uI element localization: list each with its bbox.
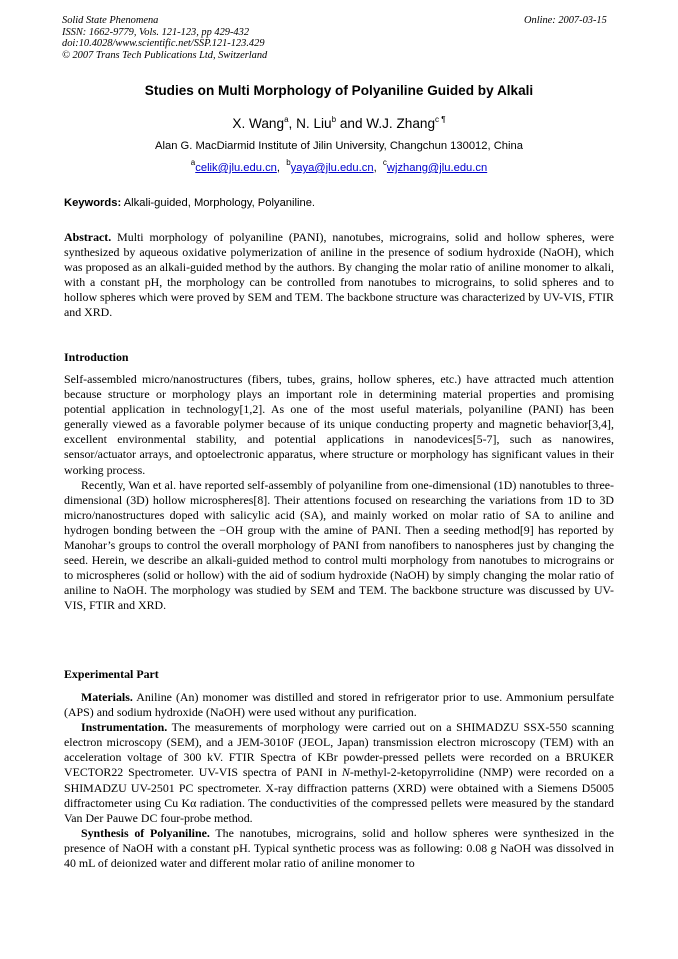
keywords-text: Alkali-guided, Morphology, Polyaniline. xyxy=(121,197,316,209)
abstract-block xyxy=(64,230,614,321)
instrumentation-label: Instrumentation. xyxy=(81,720,168,735)
author-wang-sup: a xyxy=(284,115,289,124)
keywords-label: Keywords: xyxy=(64,197,122,209)
author-wang: X. Wang xyxy=(232,116,285,131)
synthesis-paragraph xyxy=(64,826,614,871)
materials-label: Materials. xyxy=(81,690,133,704)
materials-text: Aniline (An) monomer was distilled and stored in refrigerator prior to use. Ammonium persulfate (APS) and sodium hydroxide (NaOH) were used without any purification. xyxy=(64,690,614,720)
abstract-text: Multi morphology of polyaniline (PANI), nanotubes, micrograins, solid and hollow spheres, were synthesized by aqueous oxidative polymerization of aniline in the presence of sodium hydroxide (NaOH), which was proposed as an alkali-guided method by the authors. By changing the molar ratio of aniline monomer to alkali, with a constant pH, the morphology can be controlled from nanotubes to micrograins, to solid spheres and to hollow spheres which were proved by SEM and TEM. The backbone structure was characterized by UV-VIS, FTIR and XRD. xyxy=(64,230,614,320)
author-liu: N. Liu xyxy=(296,116,332,131)
author-line xyxy=(0,116,678,131)
author-zhang: W.J. Zhang xyxy=(366,116,436,131)
email-sup: b xyxy=(286,158,291,167)
journal-name: Solid State Phenomena xyxy=(62,15,159,26)
email-link-liu[interactable]: yaya@jlu.edu.cn xyxy=(290,162,374,174)
introduction-heading: Introduction xyxy=(64,350,129,364)
synthesis-text: The nanotubes, micrograins, solid and hollow spheres were synthesized in the presence of NaOH with a constant pH. Typical synthetic process was as following: 0.08 g NaOH was dissolved in 40 mL of deionized water and different molar ratio of aniline monomer to xyxy=(64,825,614,871)
keywords xyxy=(64,197,315,209)
affiliation: Alan G. MacDiarmid Institute of Jilin University, Changchun 130012, China xyxy=(155,140,523,152)
instrumentation-italic-n: N xyxy=(341,765,350,780)
email-line: $^a$celik@jlu.edu.cn, $^b$yaya@jlu.edu.cn, $^c$wjzhang@jlu.edu.cn xyxy=(190,158,488,174)
introduction-body xyxy=(64,372,614,614)
doi-line: doi:10.4028/www.scientific.net/SSP.121-123.429 xyxy=(62,38,265,50)
email-sup: c xyxy=(382,158,387,167)
author-separator: , xyxy=(288,116,297,131)
email-sup: a xyxy=(190,158,196,167)
email-link-wang[interactable]: celik@jlu.edu.cn xyxy=(195,162,277,174)
online-date: Online: 2007-03-15 xyxy=(524,15,607,26)
author-separator: and xyxy=(336,116,367,131)
experimental-body xyxy=(64,690,614,871)
paper-title: Studies on Multi Morphology of Polyaniline Guided by Alkali xyxy=(144,83,534,98)
introduction-paragraph-2: Recently, Wan et al. have reported self-assembly of polyaniline from one-dimensional (1D) nanotubles to three-dimensional (3D) hollow microspheres[8]. Their attentions focused on researching the variations from 1D to 3D micro/nanostructures doped with salicylic acid (SA), and mainly worked on molar ratio of SA to aniline and hydrogen bonding between the −OH group with the amine of PANI. Then a seeding method[9] has reported by Manohar’s groups to control the overall morphology of PANI from nanofibers to nanospheres just by changing the seed. Herein, we describe an alkali-guided method to control multi morphology from nanotubes to micrograins or to microspheres (solid or hollow) with the aid of sodium hydroxide (NaOH) by simply changing the molar ratio of aniline to NaOH. The morphology was studied by SEM and TEM. The backbone structure was discussed by UV-VIS, FTIR and XRD. xyxy=(64,477,614,613)
materials-paragraph xyxy=(64,690,614,720)
author-zhang-sup: c ¶ xyxy=(435,115,446,124)
abstract-label: Abstract. xyxy=(64,230,112,244)
email-link-zhang[interactable]: wjzhang@jlu.edu.cn xyxy=(386,162,488,174)
author-liu-sup: b xyxy=(331,115,337,124)
issn-line: ISSN: 1662-9779, Vols. 121-123, pp 429-432 xyxy=(62,26,250,38)
copyright-line: © 2007 Trans Tech Publications Ltd, Switzerland xyxy=(62,49,268,61)
experimental-heading: Experimental Part xyxy=(64,667,159,681)
introduction-paragraph-1: Self-assembled micro/nanostructures (fibers, tubes, grains, hollow spheres, etc.) have attracted much attention because structure or morphology plays an important role in determining material properties and promising potential application in technology[1,2]. As one of the most useful materials, polyaniline (PANI) has been generally viewed as a favorable polymer because of its unique conducting property and magnetic behavior[3,4], excellent environmental stability, and potential applications in nanodevices[5-7], such as nanowires, sensor/actuator arrays, and optoelectronic apparatus, where structure or morphology has significant values in their working process. xyxy=(64,372,614,477)
instrumentation-text-2: -methyl-2-ketopyrrolidine (NMP) were recorded on a SHIMADZU UV-2501 PC spectrometer. X-ray diffraction patterns (XRD) were obtained with a Siemens D5005 diffractometer using Cu Kα radiation. The conductivities of the compressed pellets were measured by the standard Van Der Pauwe DC four-probe method. xyxy=(64,765,614,825)
journal-header xyxy=(62,15,267,61)
instrumentation-paragraph xyxy=(64,720,614,826)
instrumentation-text-1: The measurements of morphology were carried out on a SHIMADZU SSX-550 scanning electron microscopy (SEM), and a JEM-3010F (JEOL, Japan) transmission electron microscopy (TEM) with an acceleration voltage of 300 kV. FTIR Spectra of KBr powder-pressed pellets were recorded on a BRUKER VECTOR22 Spectrometer. UV-VIS spectra of PANI in xyxy=(64,720,614,780)
synthesis-label: Synthesis of Polyaniline. xyxy=(81,825,210,840)
